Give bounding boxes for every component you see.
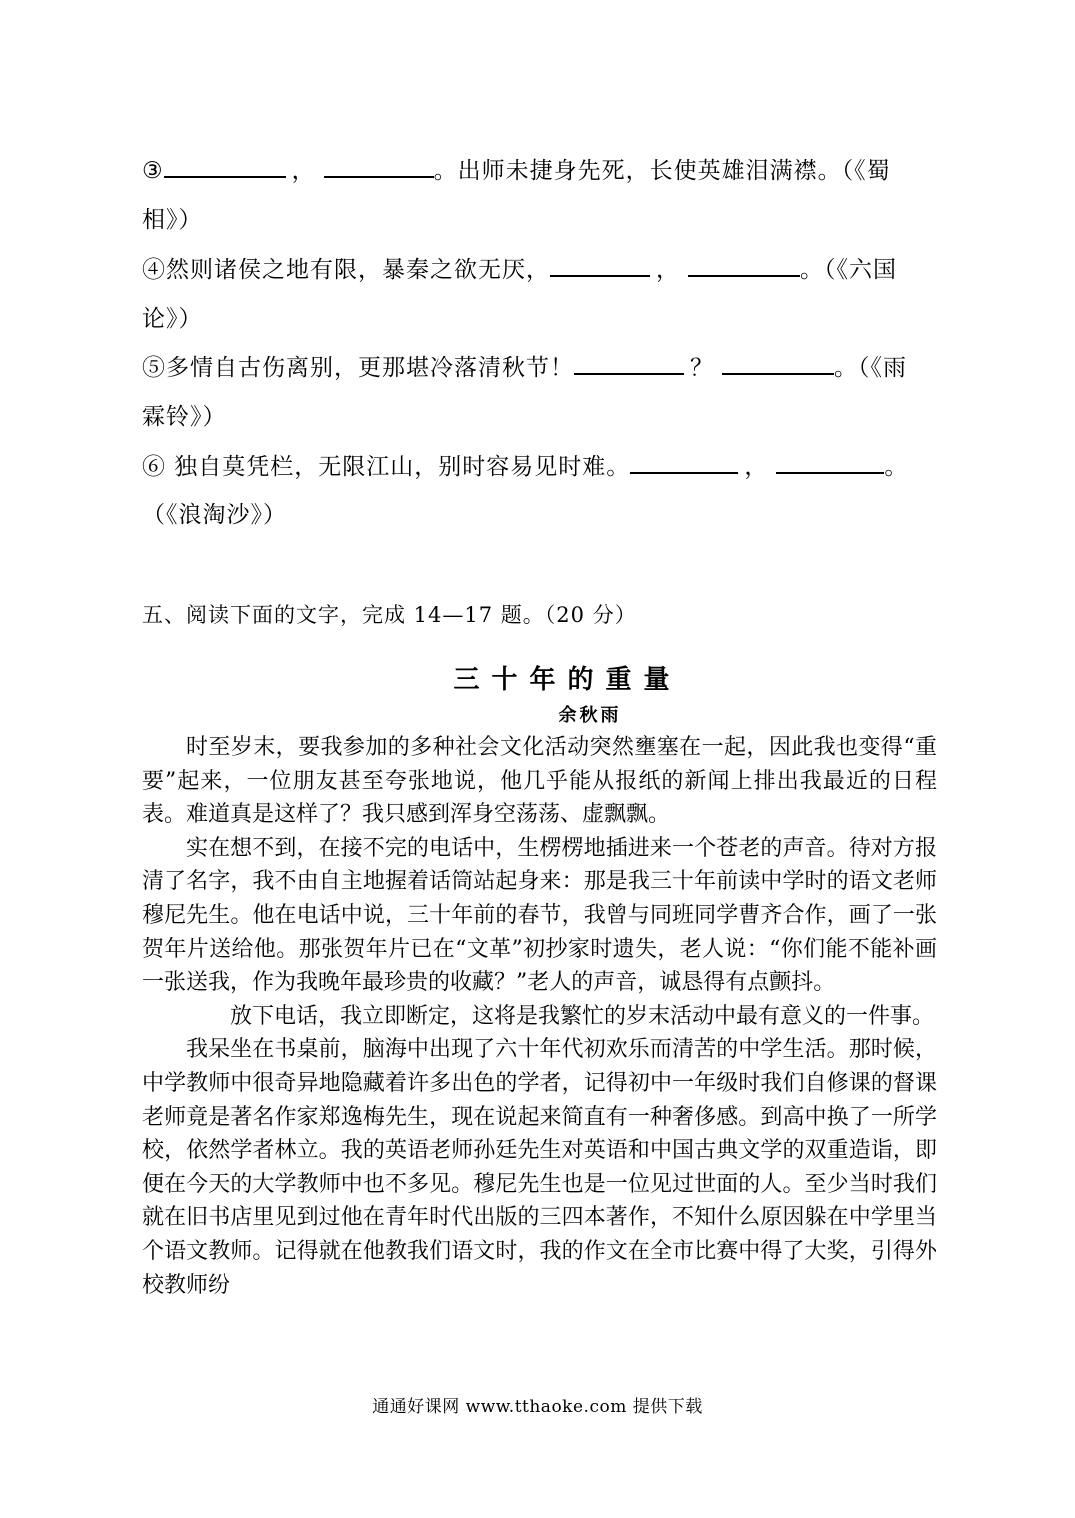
- section-heading: 五、阅读下面的文字，完成 14—17 题。（20 分）: [142, 603, 637, 627]
- question-4-text-b: ，: [656, 257, 680, 283]
- question-5-text-b: ？: [690, 355, 714, 381]
- answer-blank[interactable]: [688, 253, 800, 277]
- article-body: [142, 731, 937, 1302]
- question-5-text-a: ⑤多情自古伤离别，更那堪冷落清秋节！: [142, 355, 574, 381]
- article-paragraph: 实在想不到，在接不完的电话中，生楞楞地插进来一个苍老的声音。待对方报清了名字，我不由自主地握着话筒站起身来：那是我三十年前读中学时的语文老师穆尼先生。他在电话中说，三十年前的春节，我曾与同班同学曹齐合作，画了一张贺年片送给他。那张贺年片已在“文革”初抄家时遗失，老人说：“你们能不能补画一张送我，作为我晚年最珍贵的收藏？”老人的声音，诚恳得有点颤抖。: [142, 835, 937, 996]
- question-3-line-2: 相》）: [142, 207, 203, 233]
- answer-blank[interactable]: [630, 450, 738, 474]
- question-3-text-c: 。出师未捷身先死，长使英雄泪满襟。（《蜀: [433, 158, 891, 184]
- question-3-line-1: [142, 152, 937, 185]
- answer-blank[interactable]: [776, 450, 884, 474]
- article-author: 余秋雨: [558, 705, 622, 726]
- question-5-line-1: [142, 349, 937, 382]
- answer-blank[interactable]: [550, 253, 650, 277]
- question-3-text-b: ，: [291, 158, 316, 184]
- question-6-text-b: ，: [744, 454, 769, 480]
- question-6-text-a: ⑥ 独自莫凭栏，无限江山，别时容易见时难。: [142, 454, 631, 480]
- article-paragraph: 时至岁末，要我参加的多种社会文化活动突然壅塞在一起，因此我也变得“重要”起来，一位朋友甚至夸张地说，他几乎能从报纸的新闻上排出我最近的日程表。难道真是这样了？我只感到浑身空荡荡、虚飘飘。: [142, 735, 937, 828]
- question-6-line-2: （《浪淘沙》）: [142, 502, 287, 528]
- question-4-line-2: 论》）: [142, 306, 203, 332]
- question-6-line-1: [142, 448, 937, 481]
- answer-blank[interactable]: [164, 154, 286, 178]
- page-footer: 通通好课网 www.tthaoke.com 提供下载: [372, 1397, 703, 1417]
- question-3-text-a: ③: [142, 158, 164, 184]
- answer-blank[interactable]: [574, 351, 684, 375]
- question-5-text-c: 。（《雨: [834, 355, 907, 381]
- question-4-text-c: 。（《六国: [800, 257, 897, 283]
- article-paragraph: 放下电话，我立即断定，这将是我繁忙的岁末活动中最有意义的一件事。: [230, 1003, 935, 1029]
- question-4-text-a: ④然则诸侯之地有限，暴秦之欲无厌，: [142, 257, 550, 283]
- question-5-line-2: 霖铃》）: [142, 404, 227, 430]
- question-6-text-c: 。: [884, 454, 909, 480]
- article-title: 三十年的重量: [453, 665, 682, 695]
- answer-blank[interactable]: [722, 351, 834, 375]
- question-4-line-1: [142, 251, 937, 284]
- article-paragraph: 我呆坐在书桌前，脑海中出现了六十年代初欢乐而清苦的中学生活。那时候，中学教师中很奇异地隐藏着许多出色的学者，记得初中一年级时我们自修课的督课老师竟是著名作家郑逸梅先生，现在说起来简直有一种奢侈感。到高中换了一所学校，依然学者林立。我的英语老师孙廷先生对英语和中国古典文学的双重造诣，即便在今天的大学教师中也不多见。穆尼先生也是一位见过世面的人。至少当时我们就在旧书店里见到过他在青年时代出版的三四本著作，不知什么原因躲在中学里当个语文教师。记得就在他教我们语文时，我的作文在全市比赛中得了大奖，引得外校教师纷: [142, 1037, 937, 1298]
- answer-blank[interactable]: [324, 154, 434, 178]
